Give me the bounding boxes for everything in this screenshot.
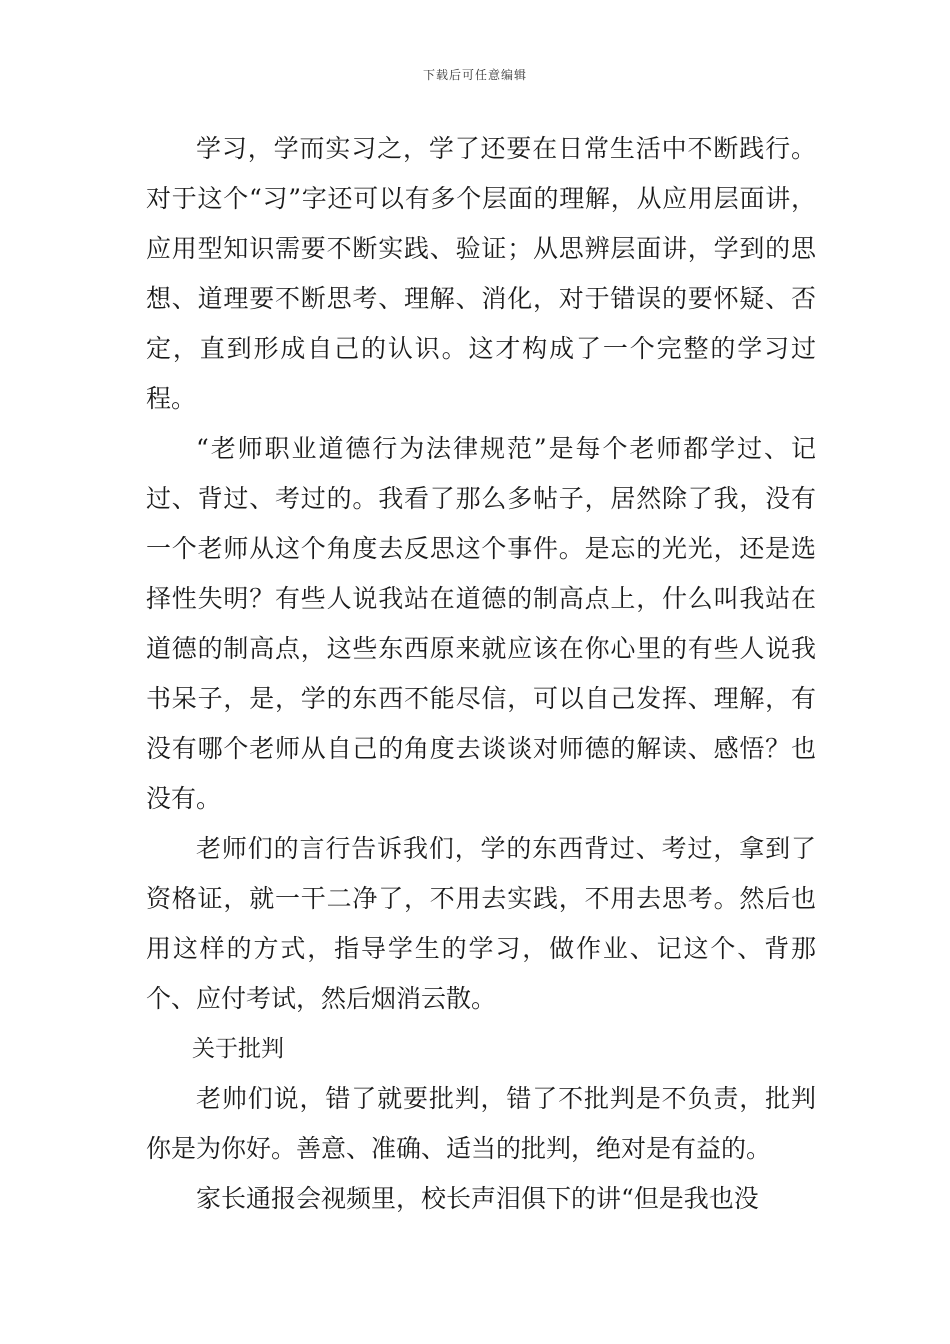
- document-body: [146, 124, 816, 1224]
- paragraph-criticism: 老帅们说，错了就要批判，错了不批判是不负责，批判你是为你好。善意、准确、适当的批判，绝对是有益的。: [146, 1084, 816, 1163]
- paragraph-ethics: “老师职业道德行为法律规范”是每个老师都学过、记过、背过、考过的。我看了那么多帖子，居然除了我，没有一个老师从这个角度去反思这个事件。是忘的光光，还是选择性失明？有些人说我站在道德的制高点上，什么叫我站在道德的制高点，这些东西原来就应该在你心里的有些人说我书呆子，是，学的东西不能尽信，可以自己发挥、理解，有没有哪个老师从自己的角度去谈谈对师德的解读、感悟？也没有。: [146, 434, 816, 813]
- section-heading: 关于批判: [192, 1036, 284, 1062]
- paragraph-parents-meeting: 家长通报会视频里，校长声泪俱下的讲“但是我也没: [196, 1184, 759, 1213]
- paragraph-teachers: 老师们的言行告诉我们，学的东西背过、考过，拿到了资格证，就一干二净了，不用去实践，不用去思考。然后也用这样的方式，指导学生的学习，做作业、记这个、背那个、应付考试，然后烟消云散。: [146, 834, 816, 1013]
- paragraph-learning: 学习，学而实习之，学了还要在日常生活中不断践行。对于这个“习”字还可以有多个层面的理解，从应用层面讲，应用型知识需要不断实践、验证；从思辨层面讲，学到的思想、道理要不断思考、理解、消化，对于错误的要怀疑、否定，直到形成自己的认识。这才构成了一个完整的学习过程。: [146, 134, 816, 413]
- page-header: 下载后可任意编辑: [422, 68, 527, 82]
